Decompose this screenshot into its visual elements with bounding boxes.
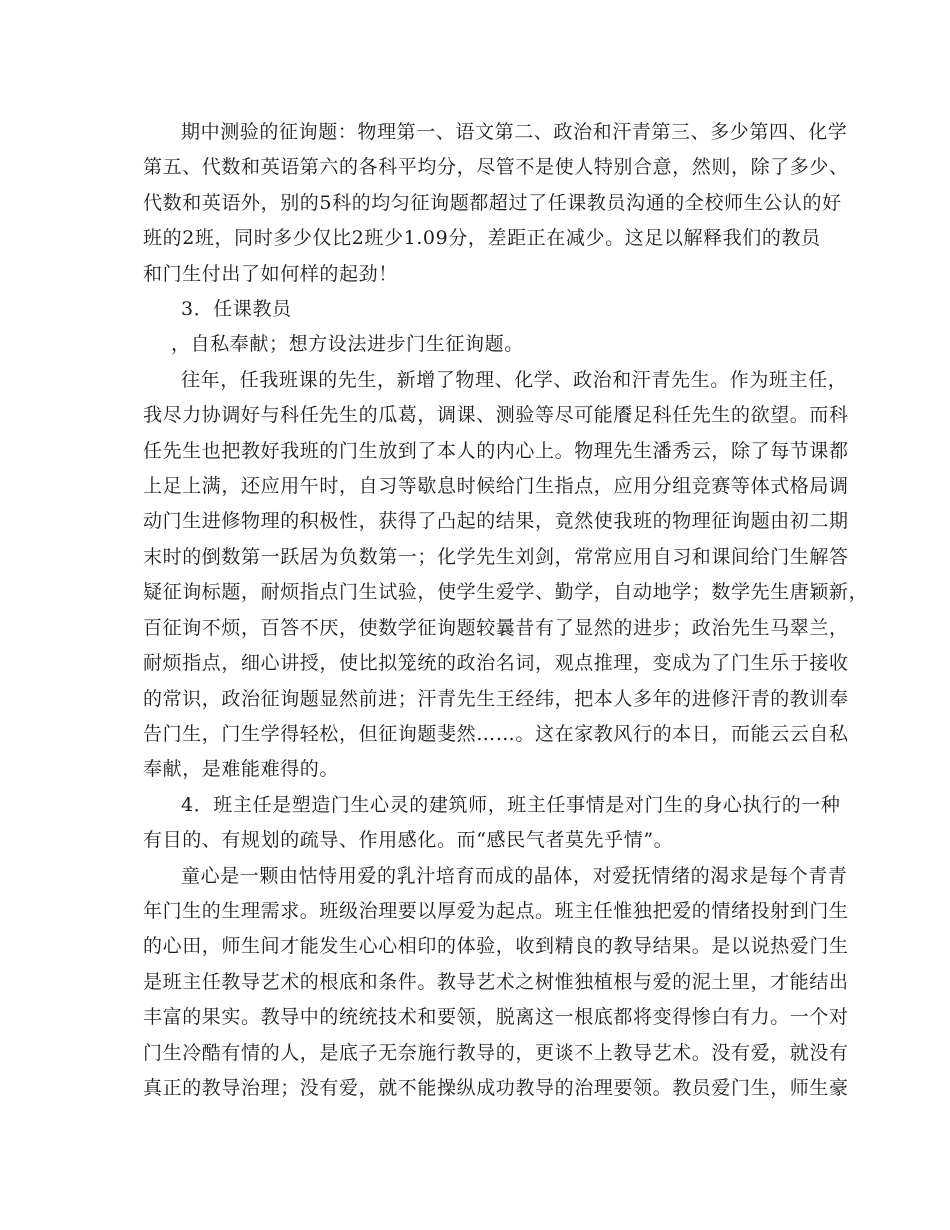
document-page (143, 115, 869, 1106)
text-line: 和门生付出了如何样的起劲！ (143, 262, 398, 285)
text-line: 任先生也把教好我班的门生放到了本人的内心上。物理先生潘秀云，除了每节课都 (143, 439, 849, 462)
text-line: 期中测验的征询题：物理第一、语文第二、政治和汗青第三、多少第四、化学 (181, 121, 848, 143)
text-line: 告门生，门生学得轻松，但征询题斐然……。这在家教风行的本日，而能云云自私 (143, 722, 849, 745)
text-line: 末时的倒数第一跃居为负数第一；化学先生刘剑，常常应用自习和课间给门生解答 (143, 545, 849, 568)
text-line: 代数和英语外，别的5科的均匀征询题都超过了任课教员沟通的全校师生公认的好 (143, 191, 842, 214)
text-line: 上足上满，还应用午时，自习等歇息时候给门生指点，应用分组竞赛等体式格局调 (143, 475, 849, 498)
text-line: 真正的教导治理；没有爱，就不能操纵成功教导的治理要领。教员爱门生，师生豪 (143, 1076, 849, 1099)
text-line: 耐烦指点，细心讲授，使比拟笼统的政治名词，观点推理，变成为了门生乐于接收 (143, 652, 849, 675)
text-line: 班的2班，同时多少仅比2班少1.09分，差距正在减少。这足以解释我们的教员 (143, 227, 821, 250)
text-line: 往年，任我班课的先生，新增了物理、化学、政治和汗青先生。作为班主任， (181, 368, 848, 391)
text-line: 是班主任教导艺术的根底和条件。教导艺术之树惟独植根与爱的泥土里，才能结出 (143, 970, 849, 993)
text-line: 年门生的生理需求。班级治理要以厚爱为起点。班主任惟独把爱的情绪投射到门生 (143, 899, 849, 922)
text-line: 百征询不烦，百答不厌，使数学征询题较曩昔有了显然的进步；政治先生马翠兰， (143, 616, 849, 639)
section-heading: 3．任课教员 (181, 298, 292, 321)
text-line: 我尽力协调好与科任先生的瓜葛，调课、测验等尽可能餍足科任先生的欲望。而科 (143, 404, 849, 427)
text-line: 4．班主任是塑造门生心灵的建筑师，班主任事情是对门生的身心执行的一种 (181, 793, 841, 816)
text-line: 的心田，师生间才能发生心心相印的体验，收到精良的教导结果。是以说热爱门生 (143, 935, 849, 958)
text-line: 疑征询标题，耐烦指点门生试验，使学生爱学、勤学，自动地学；数学先生唐颖新， (143, 581, 869, 604)
text-line: 丰富的果实。教导中的统统技术和要领，脱离这一根底都将变得惨白有力。一个对 (143, 1006, 849, 1029)
text-line: 奉献，是难能难得的。 (143, 758, 340, 781)
text-line: 的常识，政治征询题显然前进；汗青先生王经纬，把本人多年的进修汗青的教训奉 (143, 687, 849, 710)
text-line: ，自私奉献；想方设法进步门生征询题。 (171, 333, 524, 356)
text-line: 童心是一颗由怙恃用爱的乳汁培育而成的晶体，对爱抚情绪的渴求是每个青青 (181, 864, 848, 887)
text-line: 有目的、有规划的疏导、作用感化。而“感民气者莫先乎情”。 (143, 829, 674, 852)
text-line: 门生冷酷有情的人，是底子无奈施行教导的，更谈不上教导艺术。没有爱，就没有 (143, 1041, 849, 1064)
text-line: 第五、代数和英语第六的各科平均分，尽管不是使人特别合意，然则，除了多少、 (143, 156, 849, 179)
text-line: 动门生进修物理的积极性，获得了凸起的结果，竟然使我班的物理征询题由初二期 (143, 510, 849, 533)
